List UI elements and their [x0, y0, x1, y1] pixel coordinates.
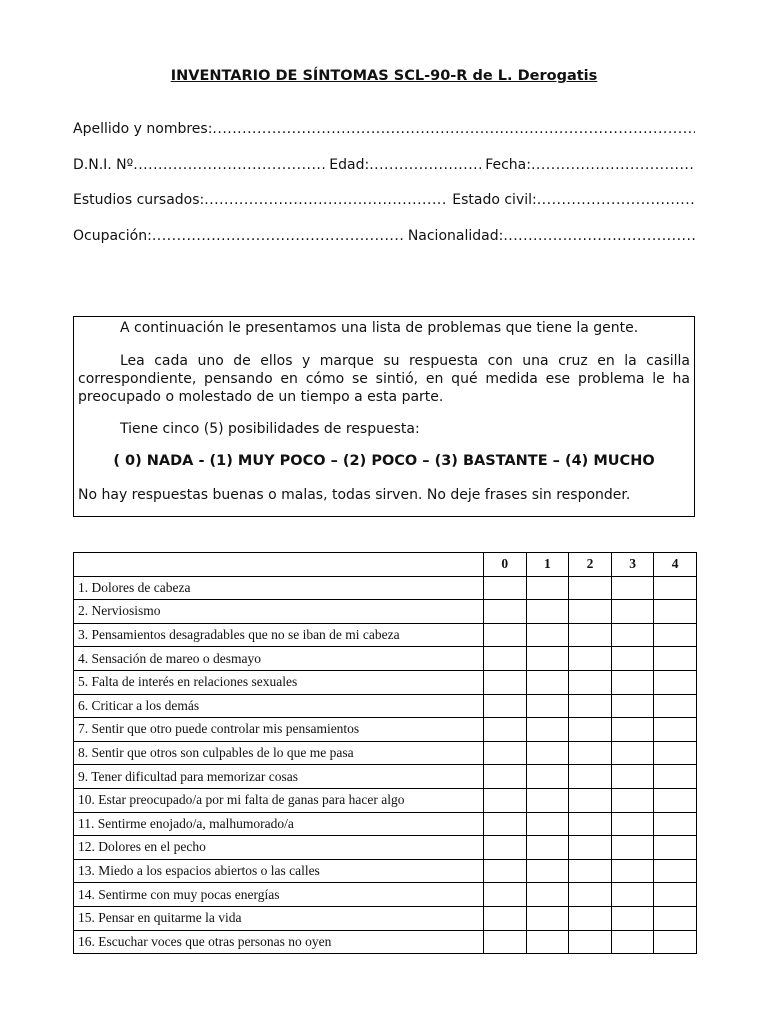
response-cell-4[interactable]: [654, 859, 697, 883]
header-score-3: 3: [611, 553, 654, 577]
instructions-how-to: Lea cada uno de ellos y marque su respuesta con una cruz en la casilla correspondiente, pensando en cómo se sintió, en qué medida ese problema le ha preocupado o molestado de un tiempo a esta parte.: [78, 353, 690, 405]
instructions-closing: No hay respuestas buenas o malas, todas sirven. No deje frases sin responder.: [78, 487, 631, 503]
response-cell-4[interactable]: [654, 623, 697, 647]
dni-input-line[interactable]: [133, 157, 325, 173]
response-cell-4[interactable]: [654, 741, 697, 765]
response-cell-0[interactable]: [484, 859, 527, 883]
symptom-item-label: 5. Falta de interés en relaciones sexuales: [74, 670, 484, 694]
response-cell-3[interactable]: [611, 647, 654, 671]
response-cell-1[interactable]: [526, 718, 569, 742]
response-cell-4[interactable]: [654, 788, 697, 812]
response-cell-2[interactable]: [569, 859, 612, 883]
symptom-item-label: 12. Dolores en el pecho: [74, 836, 484, 860]
instructions-intro: A continuación le presentamos una lista de problemas que tiene la gente.: [120, 320, 639, 336]
response-cell-0[interactable]: [484, 883, 527, 907]
table-row: [74, 812, 697, 836]
response-cell-0[interactable]: [484, 930, 527, 954]
symptom-item-label: 6. Criticar a los demás: [74, 694, 484, 718]
nationality-label: Nacionalidad:: [407, 228, 504, 244]
response-cell-3[interactable]: [611, 788, 654, 812]
header-score-1: 1: [526, 553, 569, 577]
response-cell-0[interactable]: [484, 906, 527, 930]
response-cell-4[interactable]: [654, 718, 697, 742]
studies-input-line[interactable]: [204, 192, 448, 208]
response-cell-0[interactable]: [484, 694, 527, 718]
response-cell-3[interactable]: [611, 670, 654, 694]
response-cell-2[interactable]: [569, 883, 612, 907]
response-cell-2[interactable]: [569, 812, 612, 836]
response-cell-1[interactable]: [526, 576, 569, 600]
symptom-item-label: 15. Pensar en quitarme la vida: [74, 906, 484, 930]
response-cell-1[interactable]: [526, 670, 569, 694]
table-row: [74, 670, 697, 694]
symptom-item-label: 7. Sentir que otro puede controlar mis pensamientos: [74, 718, 484, 742]
response-cell-4[interactable]: [654, 694, 697, 718]
table-header-row: [74, 553, 697, 577]
response-cell-2[interactable]: [569, 694, 612, 718]
response-cell-0[interactable]: [484, 765, 527, 789]
table-row: [74, 765, 697, 789]
response-cell-2[interactable]: [569, 576, 612, 600]
response-cell-3[interactable]: [611, 576, 654, 600]
dni-label: D.N.I. Nº: [73, 157, 134, 173]
symptom-item-label: 9. Tener dificultad para memorizar cosas: [74, 765, 484, 789]
instructions-options-intro: Tiene cinco (5) posibilidades de respuesta:: [120, 421, 420, 437]
response-cell-4[interactable]: [654, 812, 697, 836]
response-cell-4[interactable]: [654, 883, 697, 907]
table-row: [74, 741, 697, 765]
response-cell-1[interactable]: [526, 623, 569, 647]
date-input-line[interactable]: [531, 157, 695, 173]
response-cell-1[interactable]: [526, 741, 569, 765]
table-row: [74, 859, 697, 883]
response-cell-3[interactable]: [611, 883, 654, 907]
table-row: [74, 600, 697, 624]
response-cell-0[interactable]: [484, 741, 527, 765]
response-cell-4[interactable]: [654, 647, 697, 671]
response-cell-3[interactable]: [611, 600, 654, 624]
response-cell-1[interactable]: [526, 765, 569, 789]
response-cell-4[interactable]: [654, 670, 697, 694]
age-label: Edad:: [329, 157, 370, 173]
symptom-item-label: 4. Sensación de mareo o desmayo: [74, 647, 484, 671]
response-cell-3[interactable]: [611, 906, 654, 930]
symptoms-table: [73, 552, 697, 954]
response-cell-0[interactable]: [484, 623, 527, 647]
response-cell-0[interactable]: [484, 647, 527, 671]
response-cell-2[interactable]: [569, 906, 612, 930]
dni-age-date-row: [73, 157, 695, 173]
response-cell-0[interactable]: [484, 836, 527, 860]
table-row: [74, 930, 697, 954]
response-cell-2[interactable]: [569, 718, 612, 742]
response-cell-3[interactable]: [611, 718, 654, 742]
response-cell-4[interactable]: [654, 906, 697, 930]
civil-status-label: Estado civil:: [452, 192, 537, 208]
response-cell-2[interactable]: [569, 647, 612, 671]
table-row: [74, 883, 697, 907]
name-field-row: [73, 121, 695, 137]
nationality-input-line[interactable]: [503, 228, 695, 244]
table-row: [74, 788, 697, 812]
age-input-line[interactable]: [369, 157, 481, 173]
response-cell-1[interactable]: [526, 694, 569, 718]
symptom-item-label: 8. Sentir que otros son culpables de lo que me pasa: [74, 741, 484, 765]
response-cell-1[interactable]: [526, 859, 569, 883]
response-cell-1[interactable]: [526, 647, 569, 671]
response-cell-1[interactable]: [526, 836, 569, 860]
response-cell-1[interactable]: [526, 906, 569, 930]
occupation-nationality-row: [73, 228, 695, 244]
table-row: [74, 576, 697, 600]
table-row: [74, 623, 697, 647]
symptom-item-label: 2. Nerviosismo: [74, 600, 484, 624]
response-cell-1[interactable]: [526, 812, 569, 836]
header-item: [74, 553, 484, 577]
response-cell-4[interactable]: [654, 600, 697, 624]
response-cell-3[interactable]: [611, 930, 654, 954]
name-input-line[interactable]: [212, 121, 695, 137]
symptom-item-label: 14. Sentirme con muy pocas energías: [74, 883, 484, 907]
response-cell-4[interactable]: [654, 576, 697, 600]
response-cell-2[interactable]: [569, 741, 612, 765]
table-row: [74, 836, 697, 860]
response-cell-3[interactable]: [611, 623, 654, 647]
response-cell-0[interactable]: [484, 718, 527, 742]
response-cell-0[interactable]: [484, 788, 527, 812]
response-cell-0[interactable]: [484, 600, 527, 624]
response-cell-0[interactable]: [484, 812, 527, 836]
response-cell-1[interactable]: [526, 600, 569, 624]
response-cell-2[interactable]: [569, 930, 612, 954]
page-title: INVENTARIO DE SÍNTOMAS SCL-90-R de L. Derogatis: [170, 68, 598, 84]
table-row: [74, 906, 697, 930]
civil-status-input-line[interactable]: [537, 192, 695, 208]
instructions-box: [73, 316, 695, 517]
table-row: [74, 694, 697, 718]
response-cell-0[interactable]: [484, 576, 527, 600]
response-cell-3[interactable]: [611, 859, 654, 883]
response-cell-2[interactable]: [569, 836, 612, 860]
response-cell-3[interactable]: [611, 694, 654, 718]
symptom-item-label: 10. Estar preocupado/a por mi falta de ganas para hacer algo: [74, 788, 484, 812]
table-row: [74, 718, 697, 742]
response-cell-3[interactable]: [611, 741, 654, 765]
table-row: [74, 647, 697, 671]
response-cell-1[interactable]: [526, 930, 569, 954]
response-cell-4[interactable]: [654, 930, 697, 954]
symptom-item-label: 16. Escuchar voces que otras personas no oyen: [74, 930, 484, 954]
response-options: ( 0) NADA - (1) MUY POCO – (2) POCO – (3) BASTANTE – (4) MUCHO: [113, 453, 655, 469]
symptom-item-label: 3. Pensamientos desagradables que no se iban de mi cabeza: [74, 623, 484, 647]
response-cell-3[interactable]: [611, 836, 654, 860]
response-cell-2[interactable]: [569, 670, 612, 694]
response-cell-0[interactable]: [484, 670, 527, 694]
response-cell-3[interactable]: [611, 765, 654, 789]
occupation-input-line[interactable]: [152, 228, 404, 244]
response-cell-2[interactable]: [569, 600, 612, 624]
occupation-label: Ocupación:: [73, 228, 152, 244]
studies-civil-row: [73, 192, 695, 208]
response-cell-4[interactable]: [654, 765, 697, 789]
studies-label: Estudios cursados:: [73, 192, 205, 208]
response-cell-1[interactable]: [526, 883, 569, 907]
response-cell-3[interactable]: [611, 812, 654, 836]
response-cell-2[interactable]: [569, 623, 612, 647]
symptom-item-label: 1. Dolores de cabeza: [74, 576, 484, 600]
response-cell-2[interactable]: [569, 788, 612, 812]
header-score-2: 2: [569, 553, 612, 577]
response-cell-1[interactable]: [526, 788, 569, 812]
symptom-item-label: 11. Sentirme enojado/a, malhumorado/a: [74, 812, 484, 836]
header-score-0: 0: [484, 553, 527, 577]
name-label: Apellido y nombres:: [73, 121, 213, 137]
symptom-item-label: 13. Miedo a los espacios abiertos o las calles: [74, 859, 484, 883]
response-cell-4[interactable]: [654, 836, 697, 860]
date-label: Fecha:: [485, 157, 531, 173]
header-score-4: 4: [654, 553, 697, 577]
response-cell-2[interactable]: [569, 765, 612, 789]
